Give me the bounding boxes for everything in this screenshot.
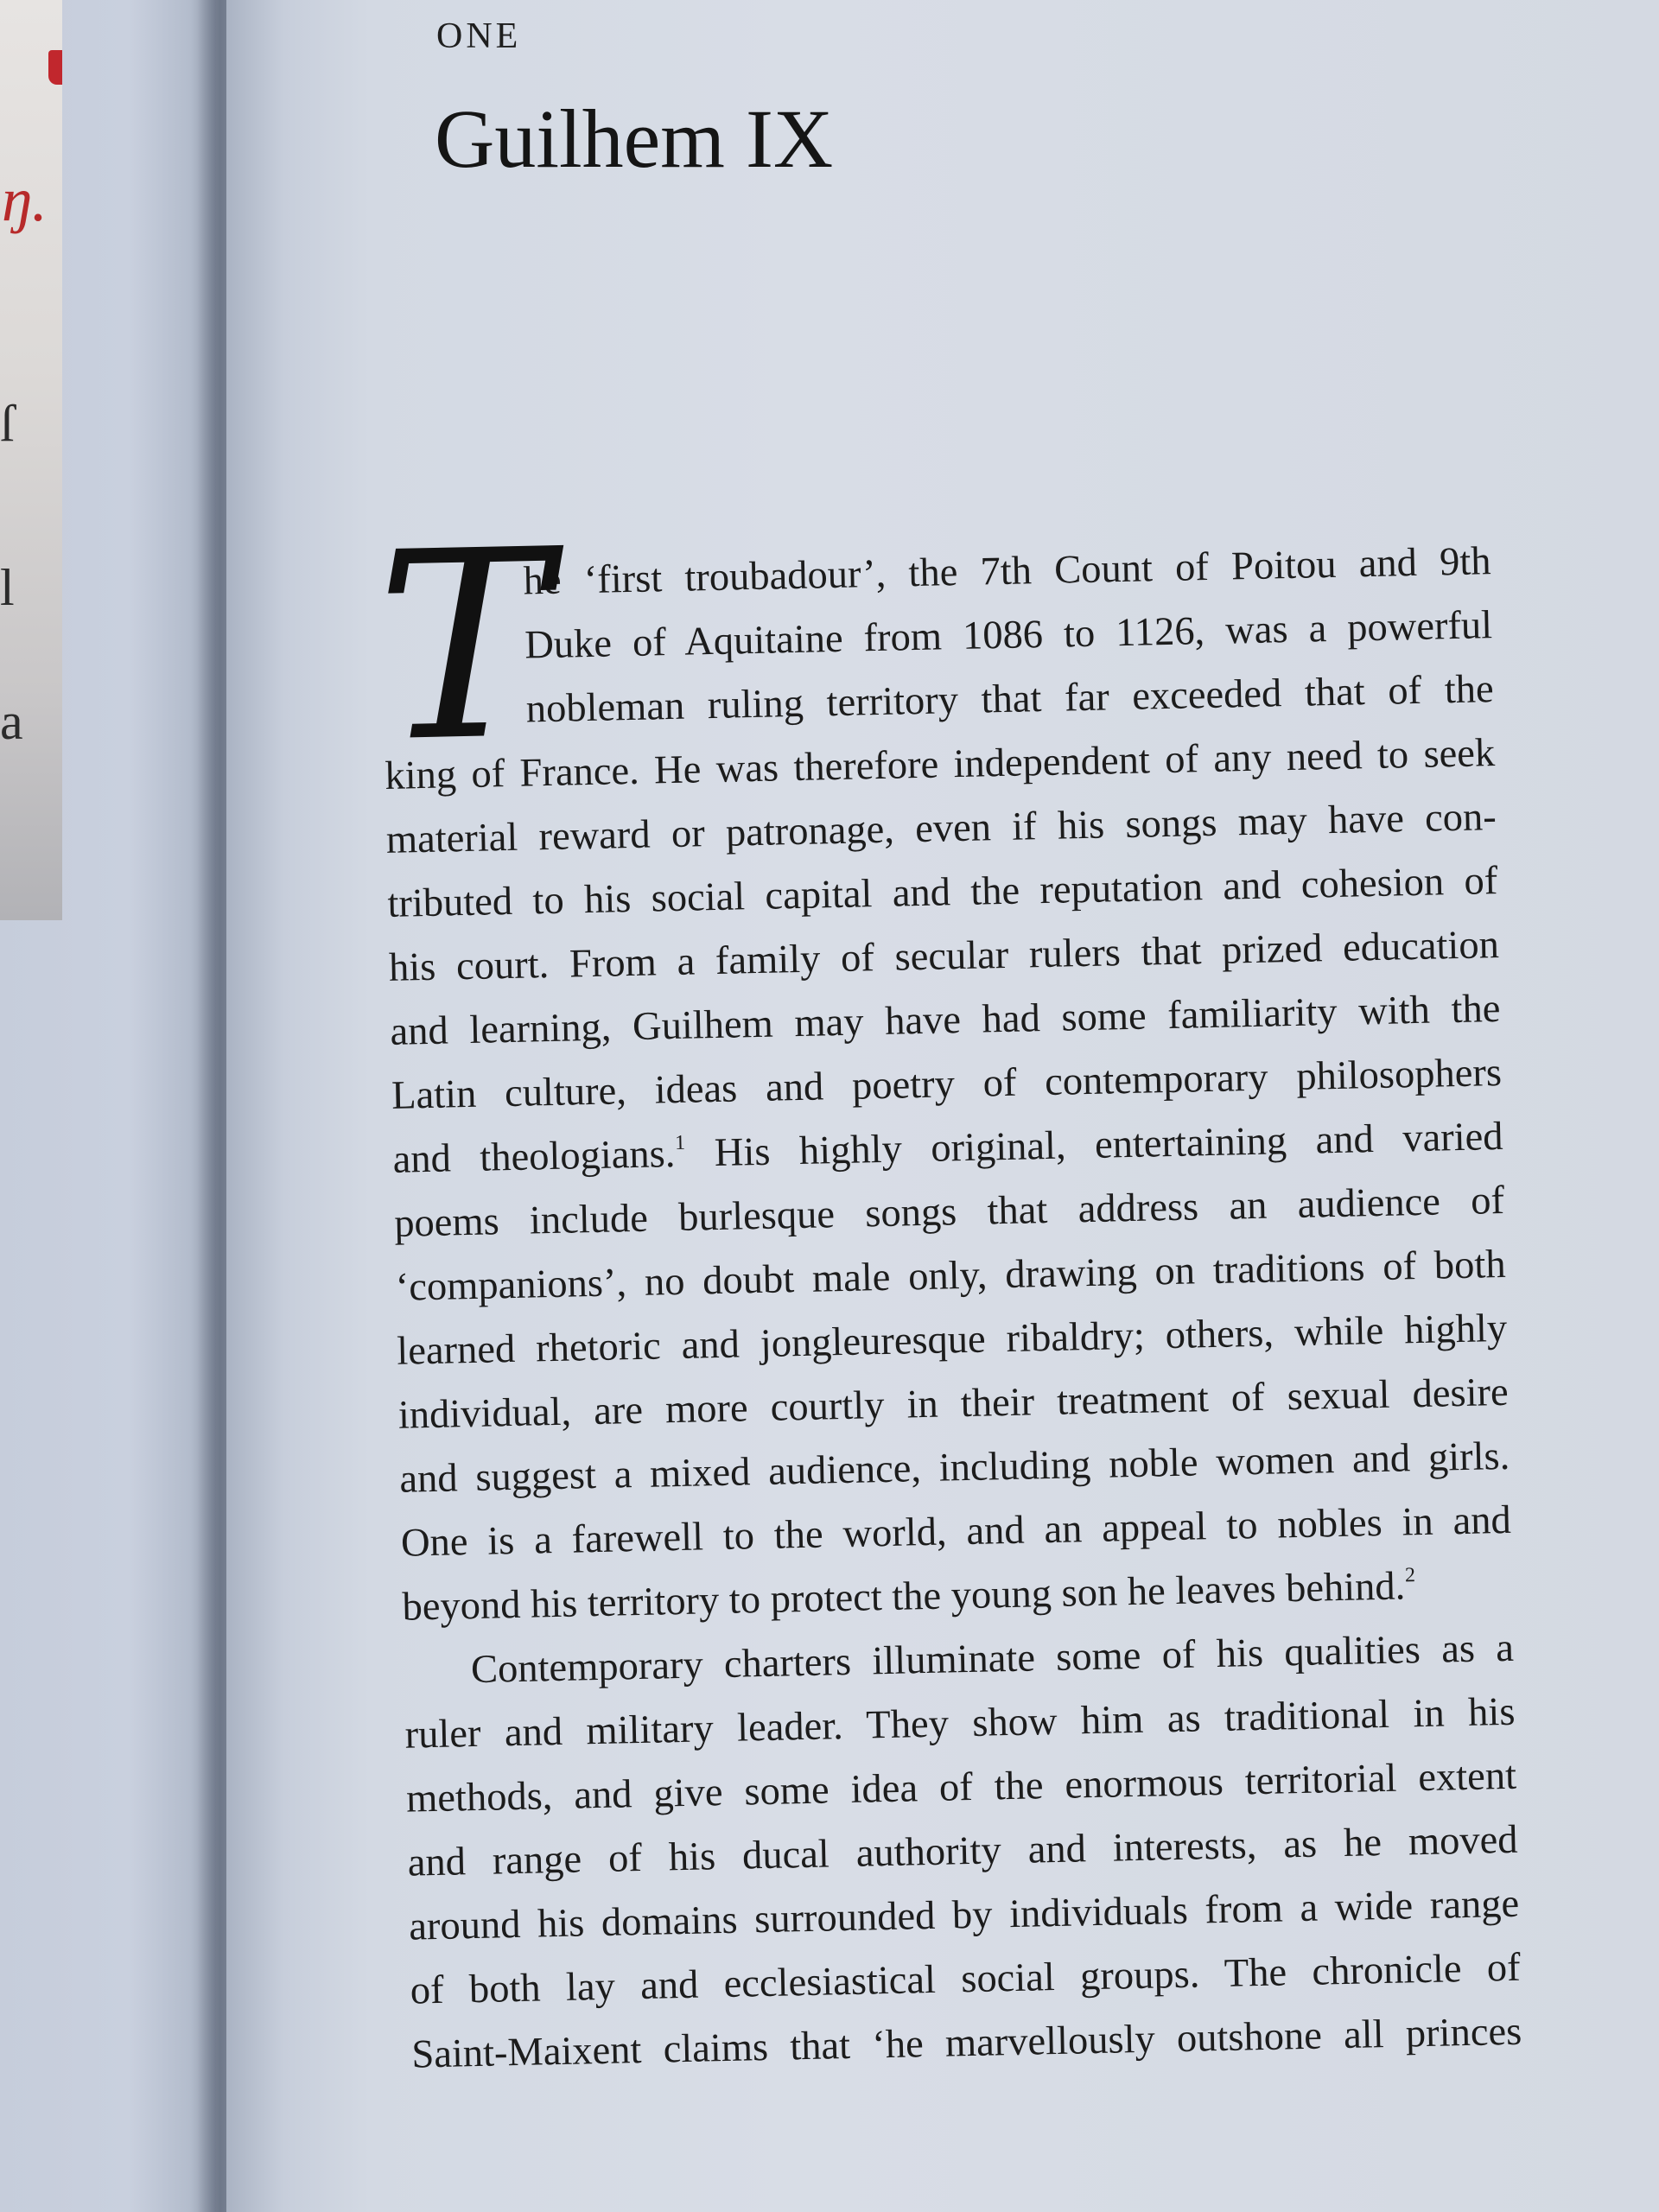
text-line: and learning, Guilhem may have had some familiarity with the — [390, 986, 1501, 1054]
text-line: Latin culture, ideas and poetry of contemporary philosophers — [391, 1050, 1503, 1118]
text-line: around his domains surrounded by individuals from a wide range — [408, 1881, 1520, 1949]
text-segment: His highly original, entertaining and varied — [714, 1114, 1503, 1176]
text-segment: beyond his territory to protect the young son he leaves behind. — [402, 1564, 1406, 1630]
text-line: poems include burlesque songs that address an audience of — [393, 1178, 1505, 1246]
text-line: and range of his ducal authority and interests, as he moved — [407, 1817, 1519, 1885]
text-line: ruler and military leader. They show him as traditional in his — [404, 1689, 1516, 1758]
text-line: Contemporary charters illuminate some of his qualities as a — [470, 1625, 1515, 1693]
chapter-number: ONE — [436, 16, 522, 56]
footnote-marker: 1 — [674, 1131, 686, 1155]
text-segment: and theologians. — [392, 1132, 676, 1182]
text-line: king of France. He was therefore independent of any need to seek — [384, 731, 1496, 798]
script-fragment: a — [0, 693, 23, 750]
text-line: ‘companions’, no doubt male only, drawing on traditions of both — [395, 1242, 1507, 1310]
text-line: he ‘first troubadour’, the 7th Count of Poitou and 9th — [523, 539, 1492, 604]
left-page-illustration — [0, 0, 62, 920]
text-line: nobleman ruling territory that far exceeded that of the — [525, 667, 1495, 732]
red-ornament — [48, 50, 62, 85]
script-fragment: ſ — [0, 395, 15, 452]
text-line: his court. From a family of secular rulers that prized education — [388, 922, 1500, 990]
text-line: Duke of Aquitaine from 1086 to 1126, was a powerful — [524, 603, 1493, 668]
red-script-fragment: ŋ. — [2, 165, 48, 234]
body-text — [373, 493, 1522, 2088]
text-line: learned rhetoric and jongleuresque ribaldry; others, while highly — [396, 1306, 1508, 1374]
text-line: of both lay and ecclesiastical social groups. The chronicle of — [410, 1945, 1522, 2013]
text-line: individual, are more courtly in their treatment of sexual desire — [397, 1370, 1510, 1438]
left-facing-page — [0, 0, 216, 2212]
text-line: tributed to his social capital and the reputation and cohesion of — [386, 859, 1498, 926]
text-line: and suggest a mixed audience, including noble women and girls. — [398, 1433, 1510, 1502]
text-line: methods, and give some idea of the enormous territorial extent — [405, 1753, 1517, 1821]
drop-cap: T — [373, 493, 554, 800]
script-fragment: l — [0, 559, 15, 616]
text-line: material reward or patronage, even if his songs may have con- — [385, 795, 1497, 862]
text-line: Saint-Maixent claims that ‘he marvellously outshone all princes — [410, 2009, 1522, 2077]
text-line: One is a farewell to the world, and an appeal to nobles in and — [400, 1497, 1512, 1566]
footnote-marker: 2 — [1404, 1564, 1416, 1587]
chapter-title: Guilhem IX — [435, 92, 834, 185]
